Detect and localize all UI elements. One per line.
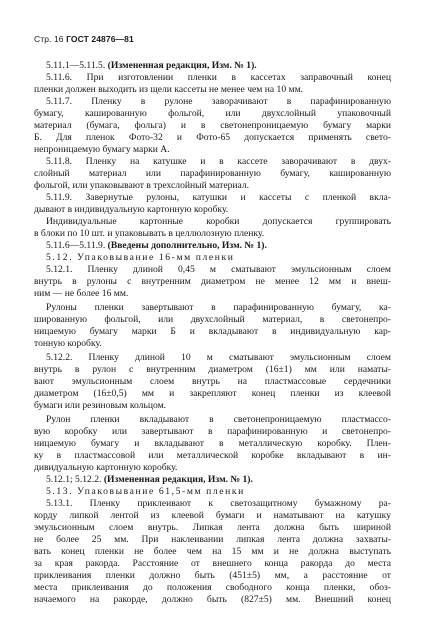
page-header: [34, 34, 134, 44]
text-line: вую коробку или завертывают в парафинированную и светонепро-: [34, 426, 391, 437]
text-line: бумагу, кашированную фольгой, или двухслойный упаковочный: [34, 108, 391, 119]
text-line: ницаемую бумагу марки Б и вкладывают в индивидуальную кар-: [34, 326, 391, 337]
amendment-note: (Измененная редакция, Изм. № 1).: [107, 60, 257, 71]
text-line: диаметром (16±0,5) мм и закрепляют конец пленки из клеевой: [34, 388, 391, 399]
text-line: 5.12.1. Пленку длиной 0,45 м сматывают эмульсионным слоем: [46, 264, 391, 275]
text-line: непроницаемую бумагу марки А.: [34, 144, 170, 155]
text-line: [34, 240, 391, 252]
text-line: ку в пластмассовой или металлической коробке вкладывают в ин-: [34, 450, 391, 461]
text-line: приклеивания пленки должно быть (451±5) мм, а расстояние от: [34, 570, 391, 581]
text-line: начаемого на ракорде, должно быть (827±5) мм. Внешний конец: [34, 594, 391, 605]
text-line: фольгой, или упаковывают в трехслойный материал.: [34, 180, 250, 191]
text-line: [34, 60, 391, 72]
text-line: бумаги или резиновым кольцом.: [34, 400, 167, 411]
text-line: Индивидуальные картонные коробки допускается группировать: [46, 216, 391, 227]
text-line: внутрь в рулон с внутренним диаметром (16±1) мм или наматы-: [34, 364, 391, 375]
text-line: 5.13. Упаковывание 61,5-мм пленки: [46, 486, 245, 497]
text-line: ним — не более 16 мм.: [34, 288, 129, 299]
text-line: 5.11.8. Пленку на катушке и в кассете заворачивают в двух-: [46, 156, 391, 167]
standard-id: ГОСТ 24876—81: [66, 34, 134, 44]
text-line: ницаемую бумагу и вкладывают в металлическую коробку. Плен-: [34, 438, 391, 449]
text-line: 5.13.1. Пленку приклеивают к светозащитному бумажному ра-: [46, 498, 391, 509]
page-number: Стр. 16: [34, 34, 64, 44]
text-line: Рулоны пленки завертывают в парафинированную бумагу, ка-: [46, 302, 391, 313]
text-line: эмульсионным слоем внутрь. Липкая лента должна быть шириной: [34, 522, 391, 533]
text-line: материал (бумага, фольга) и в светонепроницаемую бумагу марки: [34, 120, 391, 131]
text-line: Рулон пленки вкладывают в светонепроницаемую пластмассо-: [46, 414, 391, 425]
document-body: [34, 60, 391, 606]
amendment-note: (Измененная редакция, Изм. № 1).: [103, 474, 253, 485]
text-line: [34, 474, 391, 486]
clause-ref: 5.11.6—5.11.9.: [46, 240, 108, 251]
text-line: места приклеивания до положения свободного конца пленки, обоз-: [34, 582, 391, 593]
text-line: не более 25 мм. При наклеивании липкая лента должна захваты-: [34, 534, 391, 545]
text-line: шированную фольгой, или двухслойный материал, в светонепро-: [34, 314, 391, 325]
text-line: дивидуальную картонную коробку.: [34, 462, 178, 473]
text-line: внутрь в рулоны с внутренним диаметром не менее 12 мм и внеш-: [34, 276, 391, 287]
text-line: 5.11.6. При изготовлении пленки в кассетах заправочный конец: [46, 72, 391, 83]
text-line: 5.12. Упаковывание 16-мм пленки: [46, 252, 235, 263]
text-line: тонную коробку.: [34, 338, 102, 349]
clause-ref: 5.12.1; 5.12.2.: [46, 474, 104, 485]
text-line: пленки должен выходить из щели кассеты не менее чем на 10 мм.: [34, 84, 304, 95]
text-line: за края ракорда. Расстояние от внешнего конца ракорда до места: [34, 558, 391, 569]
text-line: слойный материал или парафинированную бумагу, кашированную: [34, 168, 391, 179]
text-line: вают эмульсионным слоем внутрь на пластмассовые сердечники: [34, 376, 391, 387]
text-line: дывают в индивидуальную картонную коробку.: [34, 204, 229, 215]
amendment-note: (Введены дополнительно, Изм. № 1).: [107, 240, 267, 251]
text-line: в блоки по 10 шт. и упаковывать в целлюлозную пленку.: [34, 228, 265, 239]
text-line: Б. Для пленок Фото-32 и Фото-65 допускается применять свето-: [34, 132, 391, 143]
text-line: корду липкой лентой из клеевой бумаги и наматывают на катушку: [34, 510, 391, 521]
text-line: 5.11.9. Завернутые рулоны, катушки и кассеты с пленкой вкла-: [46, 192, 391, 203]
text-line: 5.11.7. Пленку в рулоне заворачивают в парафинированную: [46, 96, 391, 107]
clause-ref: 5.11.1—5.11.5.: [46, 60, 108, 71]
text-line: вать конец пленки не более чем на 15 мм и не должна выступать: [34, 546, 391, 557]
text-line: 5.12.2. Пленку длиной 10 м сматывают эмульсионным слоем: [46, 352, 391, 363]
